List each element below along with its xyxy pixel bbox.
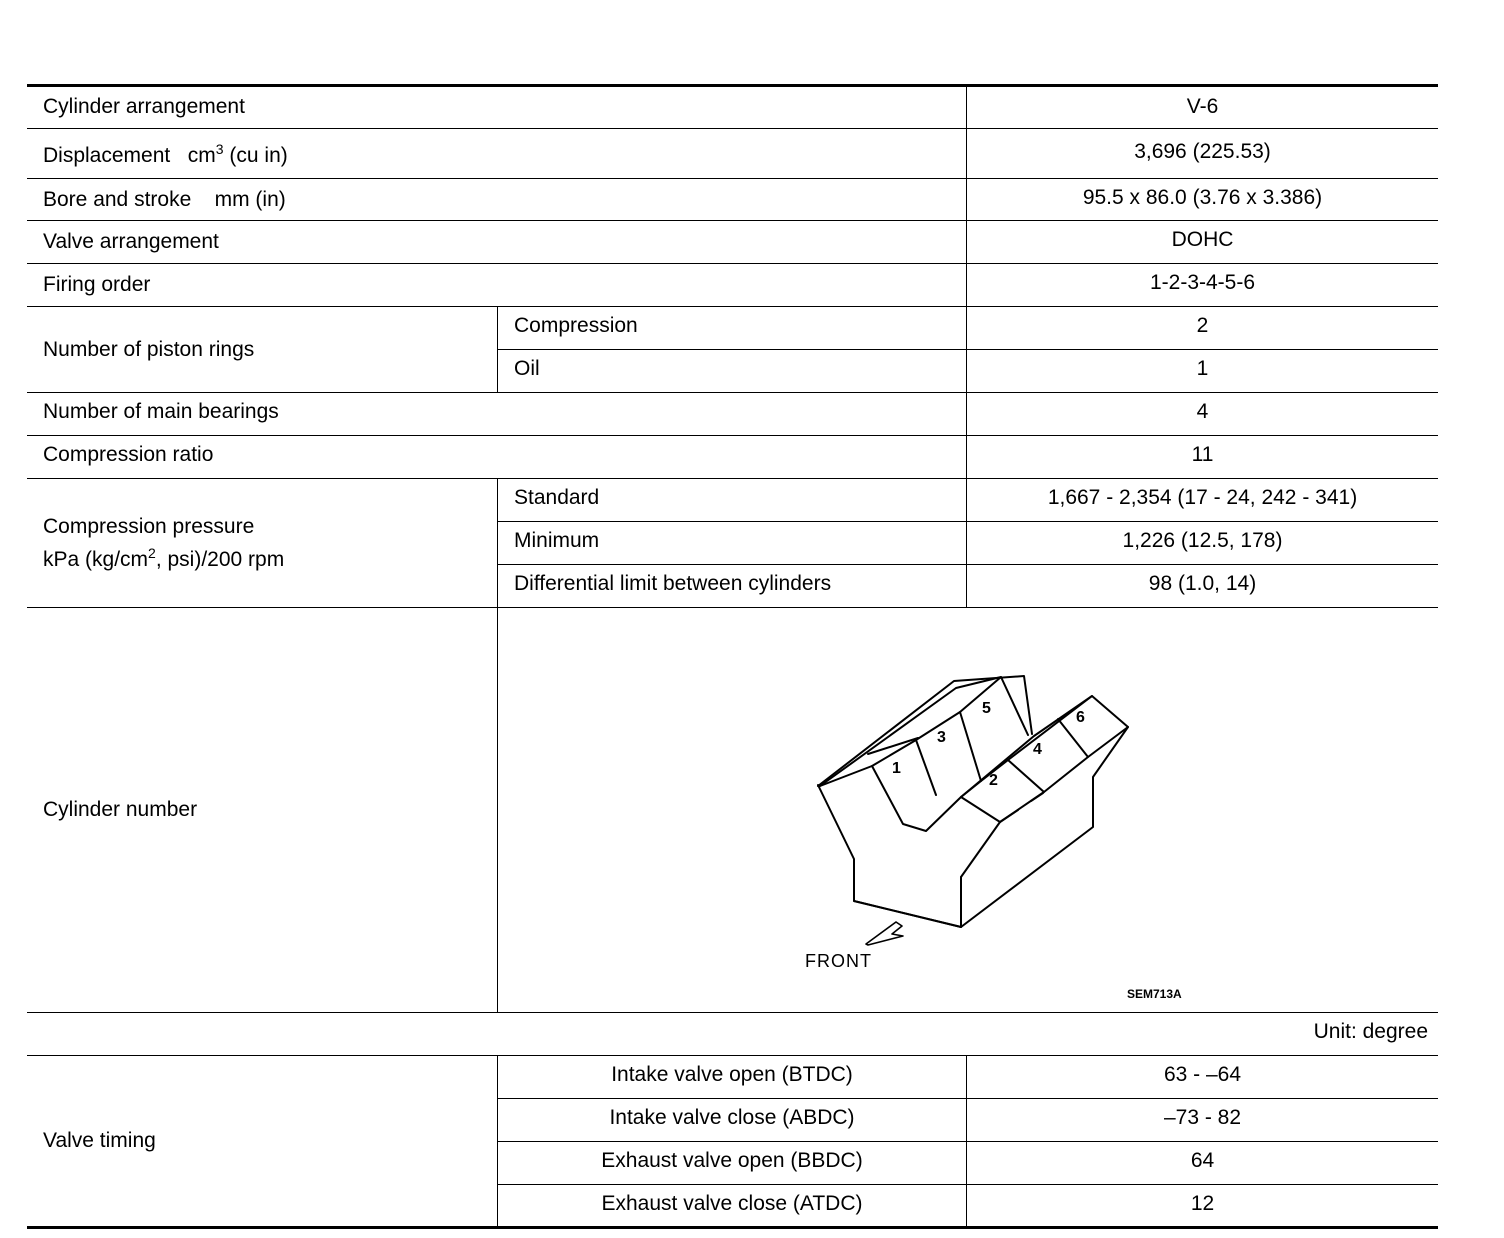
front-arrow xyxy=(866,922,903,945)
cylinder-label-2: 2 xyxy=(989,772,998,789)
displacement-label xyxy=(27,129,966,178)
piston-rings-compression-value: 2 xyxy=(1196,314,1209,338)
compression-standard-label: Standard xyxy=(514,486,600,510)
figure-code: SEM713A xyxy=(1127,987,1182,1001)
intake-open-label: Intake valve open (BTDC) xyxy=(611,1063,853,1087)
compression-pressure-label xyxy=(27,479,497,607)
left-bank-divider-2 xyxy=(960,712,981,781)
unit-note: Unit: degree xyxy=(1313,1020,1428,1044)
valve-timing-label: Valve timing xyxy=(43,1129,156,1153)
cylinder-label-1: 1 xyxy=(892,760,901,777)
exhaust-open-value: 64 xyxy=(1190,1149,1215,1173)
engine-outline xyxy=(818,696,1128,927)
compression-ratio-label: Compression ratio xyxy=(43,443,214,467)
bore-stroke-value: 95.5 x 86.0 (3.76 x 3.386) xyxy=(1082,186,1323,210)
compression-ratio-value: 11 xyxy=(1191,443,1214,467)
main-bearings-value: 4 xyxy=(1196,400,1209,424)
compression-pressure-title: Compression pressure xyxy=(43,514,255,538)
left-bank-inner xyxy=(872,677,1001,766)
exhaust-close-value: 12 xyxy=(1190,1192,1215,1216)
compression-pressure-unit: kPa ($kg/cm^2$, psi)/200 rpm xyxy=(43,545,285,571)
piston-rings-oil-value: 1 xyxy=(1196,357,1209,381)
cylinder-label-3: 3 xyxy=(937,729,946,746)
compression-differential-label: Differential limit between cylinders xyxy=(514,572,832,596)
cylinder-number-diagram xyxy=(498,609,1182,1012)
firing-order-value: 1-2-3-4-5-6 xyxy=(1149,271,1256,295)
compression-differential-value: 98 (1.0, 14) xyxy=(1148,572,1257,596)
cylinder-label-5: 5 xyxy=(982,700,991,717)
displacement-label-text: Displacement xyxy=(43,143,171,167)
exhaust-open-label: Exhaust valve open (BBDC) xyxy=(601,1149,863,1173)
compression-minimum-value: 1,226 (12.5, 178) xyxy=(1122,529,1283,553)
piston-rings-oil-label: Oil xyxy=(514,357,540,381)
bore-stroke-label: Bore and stroke mm (in) xyxy=(43,187,286,211)
intake-open-value: 63 - –64 xyxy=(1163,1063,1242,1087)
valve-arrangement-value: DOHC xyxy=(1171,228,1234,252)
right-bank-divider-1 xyxy=(1008,760,1044,792)
intake-close-label: Intake valve close (ABDC) xyxy=(609,1106,855,1130)
piston-rings-compression-label: Compression xyxy=(514,314,638,338)
exhaust-close-label: Exhaust valve close (ATDC) xyxy=(601,1192,863,1216)
cylinder-number-label: Cylinder number xyxy=(43,798,198,822)
left-bank-outline xyxy=(818,676,1032,786)
cylinder-label-6: 6 xyxy=(1076,709,1085,726)
piston-rings-label: Number of piston rings xyxy=(43,337,255,361)
valve-arrangement-label: Valve arrangement xyxy=(43,230,219,254)
cylinder-arrangement-value: V-6 xyxy=(1186,95,1219,119)
firing-order-label: Firing order xyxy=(43,273,151,297)
table-bottom-rule xyxy=(27,1226,1438,1229)
compression-standard-value: 1,667 - 2,354 (17 - 24, 242 - 341) xyxy=(1047,486,1358,510)
cylinder-arrangement-label: Cylinder arrangement xyxy=(43,95,245,119)
right-bank-face xyxy=(961,727,1128,822)
displacement-unit: $cm^3$ (cu in) xyxy=(187,140,288,167)
front-label: FRONT xyxy=(805,951,872,971)
main-bearings-label: Number of main bearings xyxy=(43,400,279,424)
right-bank-side xyxy=(961,822,1000,877)
cylinder-label-4: 4 xyxy=(1033,741,1042,758)
left-bank-divider-1 xyxy=(916,740,936,795)
intake-close-value: –73 - 82 xyxy=(1163,1106,1242,1130)
displacement-value: 3,696 (225.53) xyxy=(1134,139,1271,163)
block-lower-left xyxy=(854,901,961,927)
compression-minimum-label: Minimum xyxy=(514,529,600,553)
